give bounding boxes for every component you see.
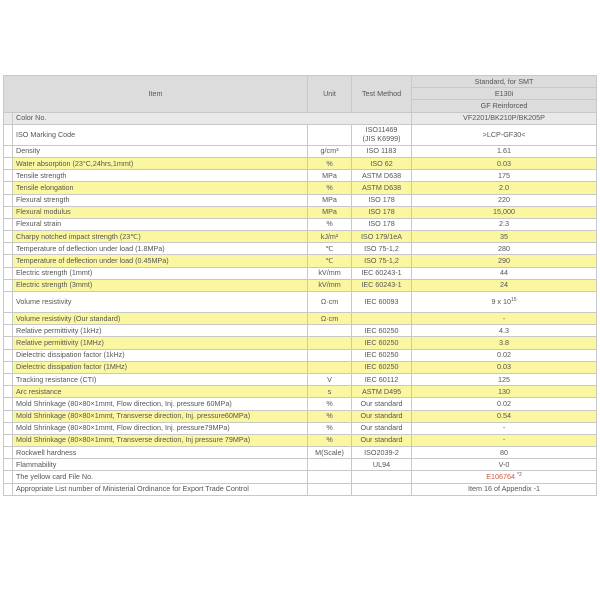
row-test-method: ISO 1183	[352, 145, 412, 157]
row-test-method: IEC 60250	[352, 325, 412, 337]
table-row	[4, 267, 597, 279]
table-row	[4, 325, 597, 337]
row-unit	[308, 349, 352, 361]
indent-cell	[4, 231, 13, 243]
yellow-card-row	[4, 471, 597, 483]
row-value: 2.0	[412, 182, 597, 194]
row-test-method: ISO 178	[352, 194, 412, 206]
export-value: Item 16 of Appendix -1	[412, 483, 597, 495]
row-value: V-0	[412, 459, 597, 471]
row-item: Tracking resistance (CTI)	[13, 373, 308, 385]
row-item: Mold Shrinkage (80×80×1mmt, Transverse direction, Inj pressure 79MPa)	[13, 434, 308, 446]
yellow-card-method	[352, 471, 412, 483]
row-item: Density	[13, 145, 308, 157]
indent-cell	[4, 145, 13, 157]
row-item: Dielectric dissipation factor (1kHz)	[13, 349, 308, 361]
row-unit: %	[308, 422, 352, 434]
table-row	[4, 398, 597, 410]
row-unit: ℃	[308, 255, 352, 267]
indent-cell	[4, 313, 13, 325]
row-unit: M(Scale)	[308, 447, 352, 459]
indent-cell	[4, 267, 13, 279]
export-method	[352, 483, 412, 495]
table-row	[4, 410, 597, 422]
iso-label: ISO Marking Code	[13, 124, 308, 145]
table-row	[4, 255, 597, 267]
indent-cell	[4, 124, 13, 145]
export-item: Appropriate List number of Ministerial Ordinance for Export Trade Control	[13, 483, 308, 495]
table-row	[4, 206, 597, 218]
table-row	[4, 337, 597, 349]
volume-resistivity-row	[4, 292, 597, 313]
row-value: 280	[412, 243, 597, 255]
indent-cell	[4, 410, 13, 422]
row-unit: %	[308, 434, 352, 446]
header-unit: Unit	[308, 76, 352, 113]
row-item: Tensile elongation	[13, 182, 308, 194]
table-row	[4, 349, 597, 361]
row-item: Water absorption (23°C,24hrs,1mmt)	[13, 157, 308, 169]
row-value: 15,000	[412, 206, 597, 218]
table-row	[4, 218, 597, 230]
table-row	[4, 361, 597, 373]
row-test-method: IEC 60243-1	[352, 267, 412, 279]
row-unit: %	[308, 410, 352, 422]
volume-unit: Ω·cm	[308, 292, 352, 313]
indent-cell	[4, 218, 13, 230]
row-test-method: ISO 75-1,2	[352, 243, 412, 255]
indent-cell	[4, 170, 13, 182]
row-test-method: ISO 179/1eA	[352, 231, 412, 243]
row-item: Temperature of deflection under load (1.8MPa)	[13, 243, 308, 255]
row-value: 2.3	[412, 218, 597, 230]
table-row	[4, 170, 597, 182]
table-row	[4, 434, 597, 446]
iso-method-line2: (JIS K6999)	[362, 133, 401, 143]
color-value: VF2201/BK210P/BK205P	[412, 112, 597, 124]
indent-cell	[4, 157, 13, 169]
row-test-method: ISO2039-2	[352, 447, 412, 459]
row-value: 0.03	[412, 157, 597, 169]
row-item: Temperature of deflection under load (0.45MPa)	[13, 255, 308, 267]
table-row	[4, 313, 597, 325]
indent-cell	[4, 325, 13, 337]
row-test-method: IEC 60250	[352, 349, 412, 361]
yellow-card-item: The yellow card File No.	[13, 471, 308, 483]
row-unit: MPa	[308, 206, 352, 218]
row-unit: kV/mm	[308, 267, 352, 279]
row-test-method: ISO 62	[352, 157, 412, 169]
row-test-method: ASTM D495	[352, 386, 412, 398]
row-unit: kV/mm	[308, 279, 352, 291]
row-unit	[308, 459, 352, 471]
row-test-method: IEC 60250	[352, 337, 412, 349]
indent-cell	[4, 243, 13, 255]
row-item: Relative permittivity (1MHz)	[13, 337, 308, 349]
row-unit: Ω·cm	[308, 313, 352, 325]
indent-cell	[4, 434, 13, 446]
row-unit: s	[308, 386, 352, 398]
iso-value: >LCP-GF30<	[412, 124, 597, 145]
row-unit: %	[308, 182, 352, 194]
row-unit	[308, 325, 352, 337]
row-item: Charpy notched impact strength (23℃)	[13, 231, 308, 243]
row-test-method: Our standard	[352, 398, 412, 410]
row-unit: g/cm³	[308, 145, 352, 157]
row-item: Rockwell hardness	[13, 447, 308, 459]
indent-cell	[4, 194, 13, 206]
row-item: Relative permittivity (1kHz)	[13, 325, 308, 337]
indent-cell	[4, 373, 13, 385]
row-item: Flexural strain	[13, 218, 308, 230]
row-test-method: IEC 60112	[352, 373, 412, 385]
table-row	[4, 231, 597, 243]
row-value: 290	[412, 255, 597, 267]
row-item: Mold Shrinkage (80×80×1mmt, Flow direction, Inj. pressure 60MPa)	[13, 398, 308, 410]
header-item: Item	[4, 76, 308, 113]
spec-table	[3, 75, 597, 496]
row-unit: ℃	[308, 243, 352, 255]
row-unit: MPa	[308, 170, 352, 182]
header-standard: Standard, for SMT	[412, 76, 597, 88]
row-unit: %	[308, 157, 352, 169]
indent-cell	[4, 459, 13, 471]
volume-value-base: 9 x 10	[491, 297, 512, 306]
row-test-method: ISO 178	[352, 206, 412, 218]
table-row	[4, 373, 597, 385]
color-label: Color No.	[13, 112, 412, 124]
row-unit: V	[308, 373, 352, 385]
row-item: Dielectric dissipation factor (1MHz)	[13, 361, 308, 373]
volume-item: Volume resistivity	[13, 292, 308, 313]
volume-value-exp: 15	[511, 297, 517, 303]
row-value: 35	[412, 231, 597, 243]
iso-unit	[308, 124, 352, 145]
table-row	[4, 422, 597, 434]
yellow-card-unit	[308, 471, 352, 483]
row-unit	[308, 361, 352, 373]
row-unit: kJ/m²	[308, 231, 352, 243]
property-rows-b	[4, 313, 597, 471]
row-item: Tensile strength	[13, 170, 308, 182]
row-value: 0.02	[412, 349, 597, 361]
row-value: 0.03	[412, 361, 597, 373]
table-row	[4, 194, 597, 206]
row-test-method: ISO 178	[352, 218, 412, 230]
row-item: Flexural strength	[13, 194, 308, 206]
row-item: Volume resistivity (Our standard)	[13, 313, 308, 325]
row-value: 44	[412, 267, 597, 279]
row-value: -	[412, 422, 597, 434]
row-value: 4.3	[412, 325, 597, 337]
row-value: 80	[412, 447, 597, 459]
indent-cell	[4, 292, 13, 313]
iso-row	[4, 124, 597, 145]
row-value: 125	[412, 373, 597, 385]
table-row	[4, 145, 597, 157]
row-test-method: IEC 60243-1	[352, 279, 412, 291]
property-rows-a	[4, 145, 597, 291]
indent-cell	[4, 182, 13, 194]
iso-method-line1: ISO11469	[365, 125, 398, 135]
row-item: Mold Shrinkage (80×80×1mmt, Flow direction, Inj. pressure79MPa)	[13, 422, 308, 434]
row-item: Flexural modulus	[13, 206, 308, 218]
indent-cell	[4, 422, 13, 434]
indent-cell	[4, 349, 13, 361]
export-row	[4, 483, 597, 495]
color-row	[4, 112, 597, 124]
header-reinforcement: GF Reinforced	[412, 100, 597, 112]
row-item: Electric strength (1mmt)	[13, 267, 308, 279]
row-test-method: IEC 60250	[352, 361, 412, 373]
row-value: 220	[412, 194, 597, 206]
row-value: -	[412, 434, 597, 446]
indent-cell	[4, 447, 13, 459]
indent-cell	[4, 112, 13, 124]
row-value: -	[412, 313, 597, 325]
row-item: Flammability	[13, 459, 308, 471]
indent-cell	[4, 398, 13, 410]
table-row	[4, 157, 597, 169]
row-unit	[308, 337, 352, 349]
export-unit	[308, 483, 352, 495]
row-test-method: UL94	[352, 459, 412, 471]
row-unit: %	[308, 218, 352, 230]
indent-cell	[4, 361, 13, 373]
indent-cell	[4, 279, 13, 291]
row-unit: MPa	[308, 194, 352, 206]
volume-method: IEC 60093	[352, 292, 412, 313]
table-row	[4, 279, 597, 291]
header-test-method: Test Method	[352, 76, 412, 113]
row-test-method: ASTM D638	[352, 170, 412, 182]
row-test-method	[352, 313, 412, 325]
header-grade: E130i	[412, 88, 597, 100]
yellow-card-file-link[interactable]: E106764	[486, 472, 516, 482]
volume-value	[412, 292, 597, 313]
indent-cell	[4, 206, 13, 218]
row-item: Arc resistance	[13, 386, 308, 398]
yellow-card-note: *2	[517, 472, 522, 479]
indent-cell	[4, 337, 13, 349]
indent-cell	[4, 386, 13, 398]
row-unit: %	[308, 398, 352, 410]
row-value: 175	[412, 170, 597, 182]
indent-cell	[4, 483, 13, 495]
row-value: 0.02	[412, 398, 597, 410]
row-value: 0.54	[412, 410, 597, 422]
iso-method	[352, 124, 412, 145]
yellow-card-value	[412, 471, 597, 483]
table-row	[4, 243, 597, 255]
row-test-method: Our standard	[352, 434, 412, 446]
row-test-method: ASTM D638	[352, 182, 412, 194]
row-value: 130	[412, 386, 597, 398]
row-value: 1.61	[412, 145, 597, 157]
row-item: Mold Shrinkage (80×80×1mmt, Transverse direction, Inj. pressure60MPa)	[13, 410, 308, 422]
indent-cell	[4, 255, 13, 267]
table-row	[4, 459, 597, 471]
table-row	[4, 182, 597, 194]
row-value: 3.8	[412, 337, 597, 349]
table-row	[4, 386, 597, 398]
table-row	[4, 447, 597, 459]
row-value: 24	[412, 279, 597, 291]
row-test-method: Our standard	[352, 410, 412, 422]
row-test-method: Our standard	[352, 422, 412, 434]
indent-cell	[4, 471, 13, 483]
row-test-method: ISO 75-1,2	[352, 255, 412, 267]
row-item: Electric strength (3mmt)	[13, 279, 308, 291]
